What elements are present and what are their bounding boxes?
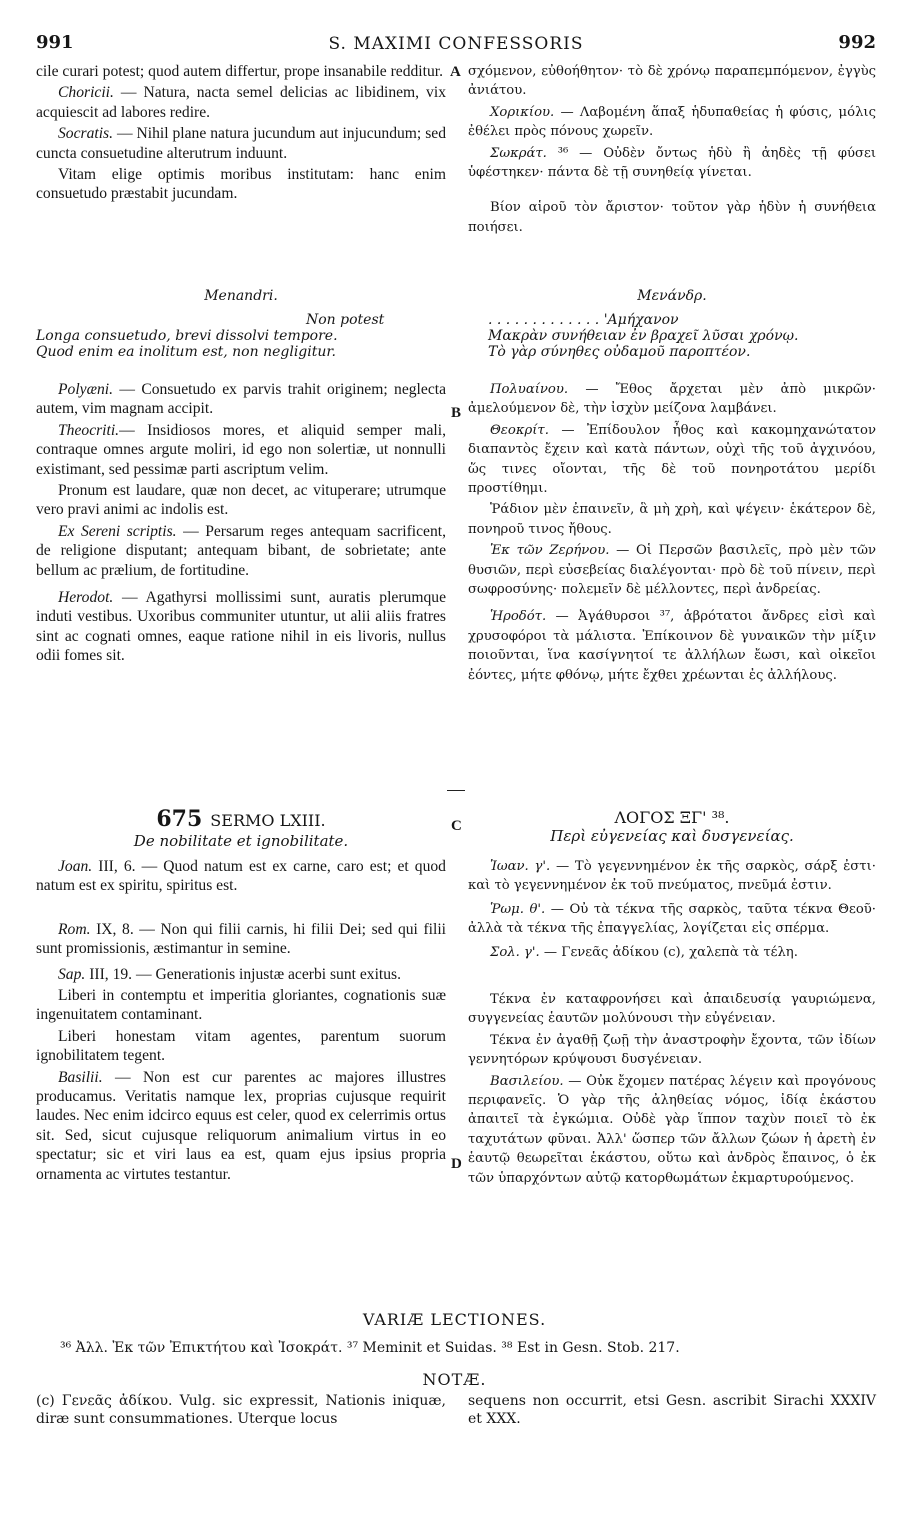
running-title: S. MAXIMI CONFESSORIS (328, 34, 584, 54)
poem-line: Μακρὰν συνήθειαν ἐν βραχεῖ λῦσαι χρόνῳ. (488, 328, 799, 344)
left-mid-block (36, 380, 446, 666)
variae-lectiones-text: ³⁶ Ἀλλ. Ἐκ τῶν Ἐπικτήτου καὶ Ἰσοκράτ. ³⁷ Meminit et Suidas. ³⁸ Est in Gesn. Stob. 217. (60, 1340, 680, 1356)
poem-line: Quod enim ea inolitum est, non negligitur. (36, 344, 336, 360)
logos-heading (468, 808, 876, 845)
right-mid-block (468, 380, 876, 685)
menander-heading-latin: Menandri. (204, 288, 278, 304)
menander-heading-greek: Μενάνδρ. (637, 288, 707, 304)
margin-letter-b: B (451, 405, 462, 421)
left-paragraph: Polyæni. — Consuetudo ex parvis trahit originem; neglecta autem, vim magnam accipit. (36, 381, 446, 418)
left-paragraph: Herodot. — Agathyrsi mollissimi sunt, auratis plerumque induti vestibus. Uxoribus communiter utuntur, ut alii aliis fratres sint ac cognati omnes, eaque ratione nihil in eis livoris, nullus odii fomes sit. (36, 589, 446, 665)
right-paragraph: Βασιλείου. — Οὐκ ἔχομεν πατέρας λέγειν καὶ προγόνους περιφανεῖς. Ὁ γὰρ τῆς ἀληθείας νόμος, ἰδίᾳ ἑκάστου ἀπαιτεῖ τὰ ἐγκώμια. Οὐδὲ γὰρ ἵππον ταχὺν ποιεῖ τὸ ἐκ ταχυτάτων φῦναι. Ἀλλ' ὥσπερ τῶν ἄλλων ζώων ἡ ἀρετὴ ἐν ἑαυτῷ θεωρεῖται ἑκάστου, οὕτω καὶ ἀνδρὸς ἔπαινος, ὁ ἐκ τῶν ὑπαρχόντων αὐτῷ κατορθωμάτων ἐκμαρτυρούμενος. (468, 1073, 876, 1186)
variae-lectiones-title: VARIÆ LECTIONES. (362, 1310, 547, 1329)
right-paragraph: Βίον αἱροῦ τὸν ἄριστον· τοῦτον γὰρ ἡδὺν ἡ συνήθεια ποιήσει. (468, 200, 876, 235)
margin-letter-c: C (451, 818, 462, 834)
right-paragraph: Τέκνα ἐν ἀγαθῇ ζωῇ τὴν ἀναστροφὴν ἔχοντα, τῶν ἰδίων γεννητόρων κρύψουσι δυσγένειαν. (468, 1032, 876, 1068)
right-paragraph: Σολ. γ'. — Γενεᾶς ἀδίκου (c), χαλεπὰ τὰ τέλη. (490, 944, 798, 960)
left-bottom-block (36, 857, 446, 1184)
logos-subtitle: Περὶ εὐγενείας καὶ δυσγενείας. (550, 827, 794, 845)
left-top-block (36, 62, 446, 204)
margin-letter-a: A (450, 64, 461, 80)
page-number-left: 991 (36, 32, 74, 53)
poem-line: Longa consuetudo, brevi dissolvi tempore. (36, 328, 338, 344)
right-paragraph: Τέκνα ἐν καταφρονήσει καὶ ἀπαιδευσίᾳ γαυριώμενα, συγγενείας ἑαυτῶν μολύνουσι τὴν εὐγένειαν. (468, 992, 876, 1027)
notae-left: (c) Γενεᾶς ἀδίκου. Vulg. sic expressit, Nationis iniquæ, diræ sunt consummationes. Uterque locus (36, 1393, 446, 1427)
menander-right (468, 288, 876, 360)
right-top-block (468, 62, 876, 237)
right-paragraph: Σωκράτ. ³⁶ — Οὐδὲν ὄντως ἡδὺ ἢ ἀηδὲς τῇ φύσει ὑφέστηκεν· πάντα δὲ τῇ συνηθείᾳ γίνεται. (468, 145, 876, 181)
poem-line: Τὸ γὰρ σύνηθες οὐδαμοῦ παροπτέον. (488, 344, 751, 360)
section-rule (447, 790, 465, 791)
left-paragraph: Sap. III, 19. — Generationis injustæ acerbi sunt exitus. (58, 965, 402, 983)
right-paragraph: Ἐκ τῶν Ζερήνου. — Οἱ Περσῶν βασιλεῖς, πρὸ μὲν τῶν θυσιῶν, περὶ εὐσεβείας διαλέγονται· πρὸ δὲ τοῦ πίνειν, περὶ σωφροσύνης· πολεμεῖν δὲ μέλλοντες, περὶ ἀνδρείας. (468, 543, 876, 598)
menander-left (36, 288, 446, 360)
left-paragraph: Rom. IX, 8. — Non qui filii carnis, hi filii Dei; sed qui filii sunt promissionis, æstimantur in semine. (36, 920, 446, 958)
left-paragraph: Ex Sereni scriptis. — Persarum reges antequam sacrificent, de religione disputant; antequam bibant, de sobrietate; ante bellum ac prælium, de fortitudine. (36, 522, 446, 579)
left-paragraph: Liberi honestam vitam agentes, parentum suorum ignobilitatem tegent. (36, 1027, 446, 1065)
page-number-right: 992 (838, 32, 876, 53)
left-paragraph: cile curari potest; quod autem differtur, prope insanabile redditur. (36, 63, 443, 80)
notae-right: sequens non occurrit, etsi Gesn. ascribit Sirachi XXXIV et XXX. (468, 1393, 876, 1427)
right-paragraph: Χορικίου. — Λαβομένη ἅπαξ ἡδυπαθείας ἡ φύσις, μόλις ἐθέλει πρὸς πόνους χωρεῖν. (468, 104, 876, 140)
right-paragraph: Ἰωαν. γ'. — Τὸ γεγεννημένον ἐκ τῆς σαρκὸς, σάρξ ἐστι· καὶ τὸ γεγεννημένον ἐκ τοῦ πνεύματος, πνεῦμά ἐστιν. (468, 859, 876, 894)
left-paragraph: Vitam elige optimis moribus institutam: hanc enim consuetudo præstabit jucundam. (36, 166, 446, 203)
left-paragraph: Pronum est laudare, quæ non decet, ac vituperare; utrumque vero pravi animi ac indolis est. (36, 482, 446, 519)
sermo-title: 675 SERMO LXIII. (156, 806, 326, 832)
left-paragraph: Liberi in contemptu et imperitia gloriantes, cognationis suæ ingenuitatem contaminant. (36, 987, 446, 1024)
logos-title: ΛΟΓΟΣ ΞΓ' ³⁸. (614, 808, 730, 827)
sermo-subtitle: De nobilitate et ignobilitate. (133, 832, 349, 850)
poem-line: Non potest (306, 312, 385, 328)
margin-letter-d: D (451, 1156, 462, 1172)
right-paragraph: Θεοκρίτ. — Ἐπίδουλον ἦθος καὶ κακομηχανώτατον διαπαντὸς ἔχειν καὶ κατὰ πάντων, οὐχὶ τῆς τοῦ ἀγχινόου, ὥς τινες οἴονται, τῆς δὲ τοῦ πονηροτάτου μερίδι προστίθημι. (468, 422, 876, 497)
right-paragraph: Ἡροδότ. — Ἀγάθυρσοι ³⁷, ἁβρότατοι ἄνδρες εἰσὶ καὶ χρυσοφόροι τὰ μάλιστα. Ἐπίκοινον δὲ γυναικῶν τὴν μίξιν ποιοῦνται, ἵνα κασίγνητοί τε ἀλλήλων ἔωσι, καὶ οἰκεῖοι ἐόντες, μήτε φθόνῳ, μήτε ἔχθει χρέωνται ἐς ἀλλήλους. (468, 609, 876, 683)
left-paragraph: Basilii. — Non est cur parentes ac majores illustres producamus. Veritatis namque lex, proprias cujusque requirit laudes. Nec enim idcirco equus est celer, quod ex celerrimis ortus sit. Sed, sicut cujusque reliquorum animalium virtus in eo spectatur; sic et viri laus ea est, quam ejus ipsius propria ornamenta ac virtutes testantur. (36, 1068, 446, 1183)
left-paragraph: Socratis. — Nihil plane natura jucundum aut injucundum; sed cuncta consuetudine alterutrum induunt. (36, 125, 446, 162)
left-paragraph: Joan. III, 6. — Quod natum est ex carne, caro est; et quod natum est ex spiritu, spiritus est. (36, 858, 446, 895)
right-paragraph: σχόμενον, εὐθοήθητον· τὸ δὲ χρόνῳ παραπεμπόμενον, ἐγγὺς ἀνιάτου. (468, 64, 876, 99)
right-paragraph: Ῥάδιον μὲν ἐπαινεῖν, ἃ μὴ χρὴ, καὶ ψέγειν· ἑκάτερον δὲ, πονηροῦ τινος ἤθους. (468, 502, 876, 537)
poem-line: . . . . . . . . . . . . . 'Αμήχανον (488, 312, 679, 328)
left-paragraph: Choricii. — Natura, nacta semel delicias ac libidinem, vix acquiescit ad labores redire. (36, 84, 446, 121)
right-paragraph: Πολυαίνου. — Ἔθος ἄρχεται μὲν ἀπὸ μικρῶν· ἀμελούμενον δὲ, τὴν ἰσχὺν μείζονα λαμβάνει. (468, 382, 876, 417)
right-paragraph: Ῥωμ. θ'. — Οὐ τὰ τέκνα τῆς σαρκὸς, ταῦτα τέκνα Θεοῦ· ἀλλὰ τὰ τέκνα τῆς ἐπαγγελίας, λογίζεται εἰς σπέρμα. (468, 901, 876, 937)
left-paragraph: Theocriti.— Insidiosos mores, et aliquid semper mali, contraque omnes argute moliri, id ego non solertiæ, ut nonnulli existimant, sed pessimæ parti ascriptum velim. (36, 421, 446, 478)
notae-title: NOTÆ. (422, 1370, 487, 1389)
right-bottom-block (468, 857, 876, 1188)
sermo-heading (36, 806, 446, 850)
page-header (36, 32, 876, 60)
